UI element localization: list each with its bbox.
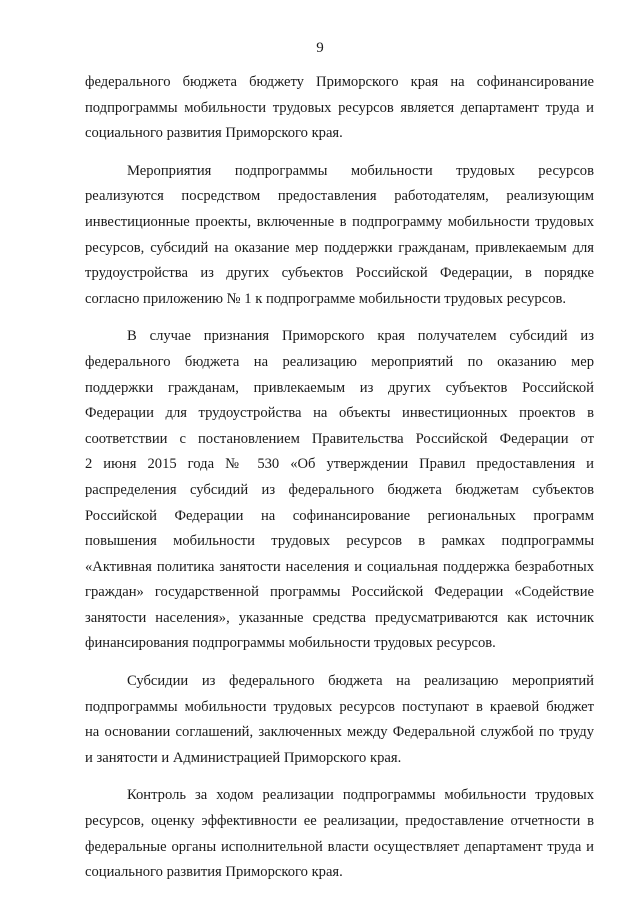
paragraph-2 (85, 159, 594, 313)
text-line: повышения мобильности трудовых ресурсов в рамках подпрограммы (85, 533, 594, 550)
text-line: граждан» государственной программы Российской Федерации «Содействие (85, 584, 594, 601)
text-line: подпрограммы мобильности трудовых ресурсов поступают в краевой бюджет (85, 698, 594, 715)
text-line: реализуются посредством предоставления работодателям, реализующим (85, 188, 594, 205)
text-line: занятости населения», указанные средства предусматриваются как источник (85, 609, 594, 626)
text-line: и занятости и Администрацией Приморского края. (85, 749, 402, 766)
document-body (85, 70, 594, 886)
text-line: Субсидии из федерального бюджета на реализацию мероприятий (127, 673, 594, 690)
text-line: согласно приложению № 1 к подпрограмме мобильности трудовых ресурсов. (85, 290, 567, 307)
text-line: ресурсов, субсидий на оказание мер поддержки гражданам, привлекаемым для (85, 239, 594, 256)
text-line: федеральные органы исполнительной власти осуществляет департамент труда и (85, 838, 594, 855)
paragraph-4 (85, 669, 594, 771)
text-line: Федерации для трудоустройства на объекты инвестиционных проектов в (85, 405, 594, 422)
paragraph-3 (85, 324, 594, 657)
text-line: социального развития Приморского края. (85, 864, 343, 881)
paragraph-1 (85, 70, 594, 147)
text-line: федерального бюджета бюджету Приморского края на софинансирование (85, 74, 594, 90)
text-line: подпрограммы мобильности трудовых ресурсов является департамент труда и (85, 99, 594, 116)
text-line: В случае признания Приморского края получателем субсидий из (127, 328, 594, 345)
text-line: Контроль за ходом реализации подпрограммы мобильности трудовых (127, 787, 594, 804)
text-line: трудоустройства из других субъектов Российской Федерации, в порядке (85, 265, 594, 282)
text-line: соответствии с постановлением Правительства Российской Федерации от (85, 430, 594, 447)
page-number: 9 (316, 40, 324, 56)
text-line: инвестиционные проекты, включенные в подпрограмму мобильности трудовых (85, 213, 594, 230)
text-line: 2 июня 2015 года № 530 «Об утверждении Правил предоставления и (85, 456, 594, 473)
text-line: поддержки гражданам, привлекаемым из других субъектов Российской (85, 379, 594, 396)
text-line: ресурсов, оценку эффективности ее реализации, предоставление отчетности в (85, 813, 594, 830)
text-line: Российской Федерации на софинансирование региональных программ (85, 507, 594, 524)
text-line: федерального бюджета на реализацию мероприятий по оказанию мер (85, 353, 594, 370)
text-line: Мероприятия подпрограммы мобильности трудовых ресурсов (127, 162, 594, 179)
text-line: распределения субсидий из федерального бюджета бюджетам субъектов (85, 481, 594, 498)
text-line: финансирования подпрограммы мобильности трудовых ресурсов. (85, 635, 496, 652)
text-line: на основании соглашений, заключенных между Федеральной службой по труду (85, 724, 594, 741)
paragraph-5 (85, 783, 594, 885)
text-line: «Активная политика занятости населения и социальная поддержка безработных (85, 558, 594, 575)
text-line: социального развития Приморского края. (85, 125, 343, 142)
